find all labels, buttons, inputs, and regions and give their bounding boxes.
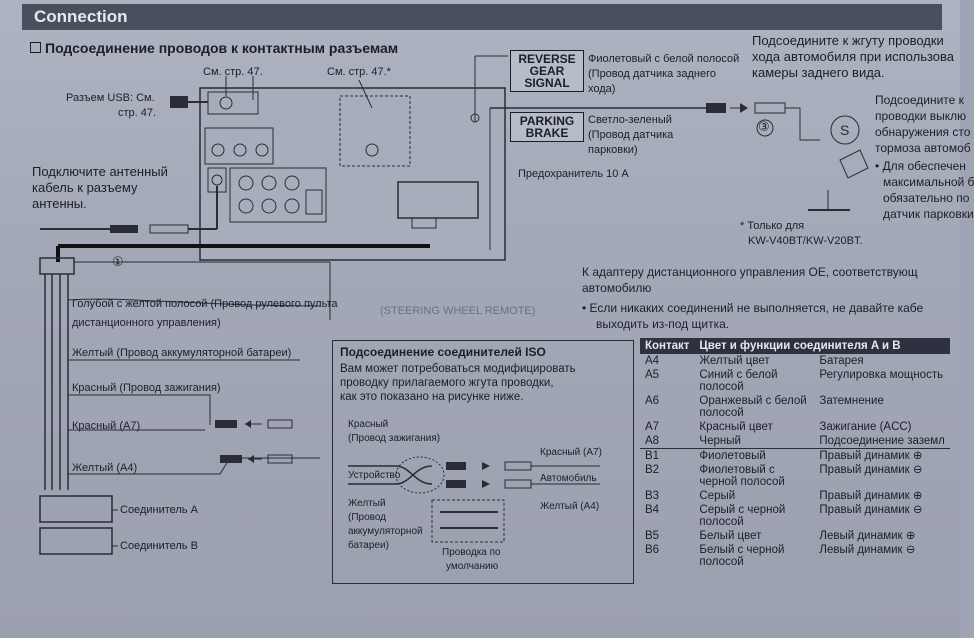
header-title: Connection: [34, 7, 128, 26]
reverse-desc-line2: (Провод датчика заднего: [588, 68, 716, 80]
iso-yellow-line1: Желтый: [348, 498, 386, 509]
right-note-r2: хода автомобиля при использова: [752, 49, 955, 64]
svg-text:S: S: [840, 122, 850, 138]
right-note-p8: датчик парковки: [883, 207, 974, 221]
steering-wheel-remote-label: (STEERING WHEEL REMOTE): [380, 305, 536, 317]
oe-note-line1: К адаптеру дистанционного управления ОЕ, соответствующ: [582, 265, 918, 279]
wire-blue-label: Голубой с желтой полосой (Провод рулевого пульта: [72, 298, 338, 310]
table-row: B6 Белый с черной полосой Левый динамик ⊖: [645, 544, 916, 568]
right-note-p5: • Для обеспечен: [875, 159, 966, 173]
connector-b-label: Соединитель B: [120, 540, 198, 552]
table-row: A4 Желтый цвет Батарея: [645, 355, 864, 367]
connector-a-label: Соединитель A: [120, 504, 198, 516]
right-note-p6: максимальной б: [883, 175, 974, 189]
iso-red-label-line2: (Провод зажигания): [348, 433, 441, 444]
oe-note-line4: выходить из-под щитка.: [596, 317, 730, 331]
wire-yellow-battery-label: Желтый (Провод аккумуляторной батареи): [72, 347, 292, 359]
iso-default-line1: Проводка по: [442, 547, 501, 558]
fuse-label: Предохранитель 10 А: [518, 168, 629, 180]
table-row: B1 Фиолетовый Правый динамик ⊕: [640, 449, 950, 464]
wire-red-ignition-label: Красный (Провод зажигания): [72, 382, 221, 394]
iso-yellow-a4-label: Желтый (A4): [540, 501, 600, 512]
table-row: A6 Оранжевый с белой полосой Затемнение: [645, 395, 884, 419]
reverse-gear-signal-box: REVERSE GEAR SIGNAL: [510, 50, 584, 92]
table-row: B2 Фиолетовый с черной полосой Правый динамик ⊖: [645, 464, 923, 488]
parking-desc-line1: Светло-зеленый: [588, 114, 672, 126]
table-header-function: Цвет и функции соединителя A и B: [694, 338, 949, 354]
table-header-pin: Контакт: [640, 338, 694, 354]
wire-yellow-a4-label: Желтый (A4): [72, 462, 138, 474]
usb-label-line2: стр. 47.: [118, 107, 157, 119]
parking-brake-box: PARKING BRAKE: [510, 112, 584, 142]
table-row: B3 Серый Правый динамик ⊕: [645, 490, 923, 502]
table-row: A7 Красный цвет Зажигание (ACC): [645, 421, 912, 433]
table-row: A5 Синий с белой полосой Регулировка мощность: [645, 369, 944, 393]
iso-desc-line2: проводку прилагаемого жгута проводки,: [340, 377, 554, 389]
right-note-p7: обязательно по: [883, 191, 970, 205]
reverse-desc-line1: Фиолетовый с белой полосой: [588, 53, 740, 65]
right-note-p3: обнаружения сто: [875, 125, 971, 139]
table-row: A8 Черный Подсоединение заземл: [645, 435, 945, 447]
table-row: B5 Белый цвет Левый динамик ⊕: [645, 530, 916, 542]
circle-3-marker: ③: [758, 119, 770, 134]
right-note-p1: Подсоедините к: [875, 93, 964, 107]
section-title: Подсоединение проводов к контактным разъемам: [30, 40, 398, 56]
antenna-label-line3: антенны.: [32, 196, 87, 211]
right-note-r1: Подсоедините к жгуту проводки: [752, 33, 944, 48]
table-row: B4 Серый с черной полосой Правый динамик ⊖: [645, 504, 923, 528]
iso-title: Подсоединение соединителей ISO: [340, 345, 546, 359]
parking-desc-line2: (Провод датчика: [588, 129, 674, 141]
oe-note-line3: • Если никаких соединений не выполняется, не давайте кабе: [582, 301, 924, 315]
right-note-p2: проводки выклю: [875, 109, 967, 123]
iso-red-a7-label: Красный (A7): [540, 447, 602, 458]
wire-red-a7-label: Красный (A7): [72, 420, 141, 432]
pin-function-table: [640, 338, 950, 569]
iso-yellow-line2: (Провод: [348, 512, 387, 523]
antenna-label-line2: кабель к разъему: [32, 180, 138, 195]
usb-label-line1: Разъем USB: См.: [66, 92, 155, 104]
circle-1-marker: ①: [112, 254, 124, 269]
iso-yellow-line3: аккумуляторной: [348, 526, 423, 537]
oe-note-line2: автомобилю: [582, 281, 652, 295]
right-note-p4: тормоза автомоб: [875, 141, 971, 155]
iso-default-line2: умолчанию: [446, 561, 499, 572]
wire-blue-label-line2: дистанционного управления): [72, 317, 221, 329]
iso-desc-line3: как это показано на рисунке ниже.: [340, 391, 524, 403]
iso-yellow-line4: батареи): [348, 540, 389, 551]
model-note-line1: * Только для: [740, 220, 805, 232]
see-page-47-star-label: См. стр. 47.*: [327, 66, 391, 78]
iso-auto-label: Автомобиль: [540, 473, 597, 484]
iso-red-label-line1: Красный: [348, 419, 389, 430]
iso-desc-line1: Вам может потребоваться модифицировать: [340, 363, 576, 375]
see-page-47-label: См. стр. 47.: [203, 66, 263, 78]
parking-desc-line3: парковки): [588, 144, 638, 156]
iso-device-label: Устройство: [348, 470, 401, 481]
antenna-label-line1: Подключите антенный: [32, 164, 168, 179]
right-note-r3: камеры заднего вида.: [752, 65, 885, 80]
reverse-desc-line3: хода): [588, 83, 616, 95]
model-note-line2: KW-V40BT/KW-V20BT.: [748, 235, 863, 247]
